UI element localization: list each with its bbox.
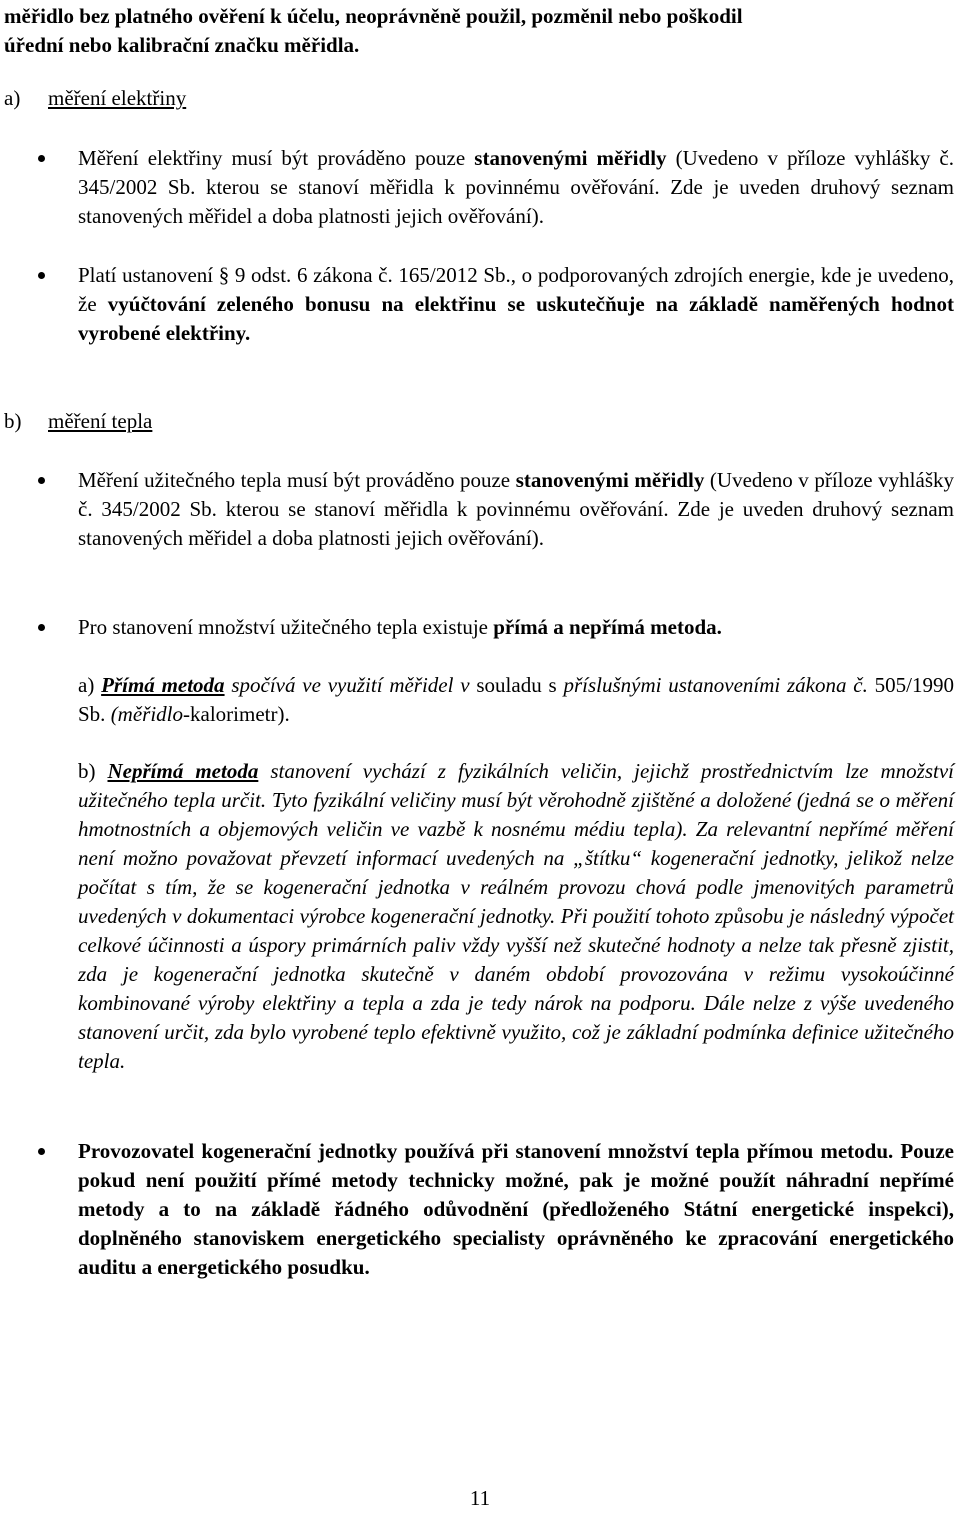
- section-b-bullet-3: [78, 1137, 954, 1282]
- method-term: Přímá metoda: [101, 673, 225, 697]
- text-run: Pro stanovení množství užitečného tepla existuje: [78, 615, 494, 639]
- text-run: 505/1990 Sb.: [78, 673, 954, 726]
- bullet-icon: [38, 477, 45, 484]
- method-term: Nepřímá metoda: [107, 759, 259, 783]
- sub-label: a): [78, 673, 102, 697]
- intro-line-1: měřidlo bez platného ověření k účelu, neoprávněně použil, pozměnil nebo poškodil: [4, 4, 743, 28]
- italic-run: spočívá ve využití měřidel v: [224, 673, 470, 697]
- intro-paragraph: [4, 2, 954, 60]
- section-a-title: měření elektřiny: [48, 86, 187, 110]
- page-number: 11: [469, 1486, 491, 1510]
- section-b-bullet-2: [78, 613, 954, 642]
- text-run: (Uvedeno v příloze vyhlášky č. 345/2002 Sb. kterou se stanoví měřidla k povinnému ověřování. Zde je uveden druhový seznam stanovených měřidel a doba platnosti jejich ověřování).: [78, 146, 954, 228]
- section-a-bullet-1: [78, 144, 954, 231]
- bold-run: stanovenými měřidly: [515, 468, 705, 492]
- section-a-heading: [4, 84, 186, 113]
- bold-run: Provozovatel kogenerační jednotky používá při stanovení množství tepla přímou metodu. Pouze pokud není použití přímé metody technicky možné, pak je možné použít náhradní nepřímé metody a to na základě řádného odůvodnění (předloženého Státní energetické inspekci), doplněného stanoviskem energetického specialisty oprávněného ke zpracování energetického auditu a energetického posudku.: [78, 1139, 954, 1279]
- text-run: , o podporovaných zdrojích energie, kde je uvedeno, že: [78, 263, 954, 316]
- italic-run: (měřidlo: [105, 702, 184, 726]
- bullet-icon: [38, 155, 45, 162]
- bold-run: vyúčtování zeleného bonusu na elektřinu se uskutečňuje na základě naměřených hodnot vyrobené elektřiny.: [78, 292, 954, 345]
- text-run: (Uvedeno v příloze vyhlášky č. 345/2002 Sb. kterou se stanoví měřidla k povinnému ověřování. Zde je uveden druhový seznam stanovených měřidel a doba platnosti jejich ověřování).: [78, 468, 955, 550]
- bullet-icon: [38, 624, 45, 631]
- bold-run: přímá a nepřímá metoda.: [493, 615, 722, 639]
- bold-run: stanovenými měřidly: [474, 146, 667, 170]
- text-run: -kalorimetr).: [183, 702, 290, 726]
- bullet-icon: [38, 272, 45, 279]
- italic-run: příslušnými ustanoveními zákona č.: [556, 673, 875, 697]
- bullet-icon: [38, 1148, 45, 1155]
- section-a-bullet-2: [78, 261, 954, 348]
- intro-line-2: úřední nebo kalibrační značku měřidla.: [4, 33, 360, 57]
- indirect-method-paragraph: [78, 757, 954, 1076]
- direct-method-paragraph: [78, 671, 954, 729]
- italic-run: stanovení vychází z fyzikálních veličin, jejichž prostřednictvím lze množství užitečného tepla určit. Tyto fyzikální veličiny musí být věrohodně zjištěné a doložené (jedná se o měření hmotnostních a objemových veličin ve vazbě k nosnému médiu tepla). Za relevantní nepřímé měření není možno považovat převzetí informací uvedených na „štítku“ kogenerační jednotky, jelikož nelze počítat s tím, že se kogenerační jednotka v reálném provozu chová podle jmenovitých parametrů uvedených v dokumentaci výrobce kogenerační jednotky. Při použití tohoto způsobu je následný výpočet celkové účinnosti a úspory primárních paliv vždy vyšší než skutečné hodnoty a nelze tak přesně zjistit, zda je kogenerační jednotka skutečně v daném období provozována v režimu vysokoúčinné kombinované výroby elektřiny a tepla a zda je tedy nárok na podporu. Dále nelze z výše uvedeného stanovení určit, zda bylo vyrobené teplo efektivně využito, což je základní podmínka definice užitečného tepla.: [78, 759, 954, 1073]
- section-a-label: a): [4, 86, 21, 110]
- section-b-title: měření tepla: [48, 409, 153, 433]
- section-b-heading: [4, 407, 152, 436]
- section-b-bullet-1: [78, 466, 954, 553]
- sub-label: b): [78, 759, 108, 783]
- text-run: Měření elektřiny musí být prováděno pouze: [78, 146, 475, 170]
- text-run: Měření užitečného tepla musí být prováděno pouze: [78, 468, 516, 492]
- text-run: Platí ustanovení § 9 odst. 6 zákona č. 165/2012 Sb.: [78, 263, 511, 287]
- text-run: souladu s: [469, 673, 557, 697]
- section-b-label: b): [4, 409, 22, 433]
